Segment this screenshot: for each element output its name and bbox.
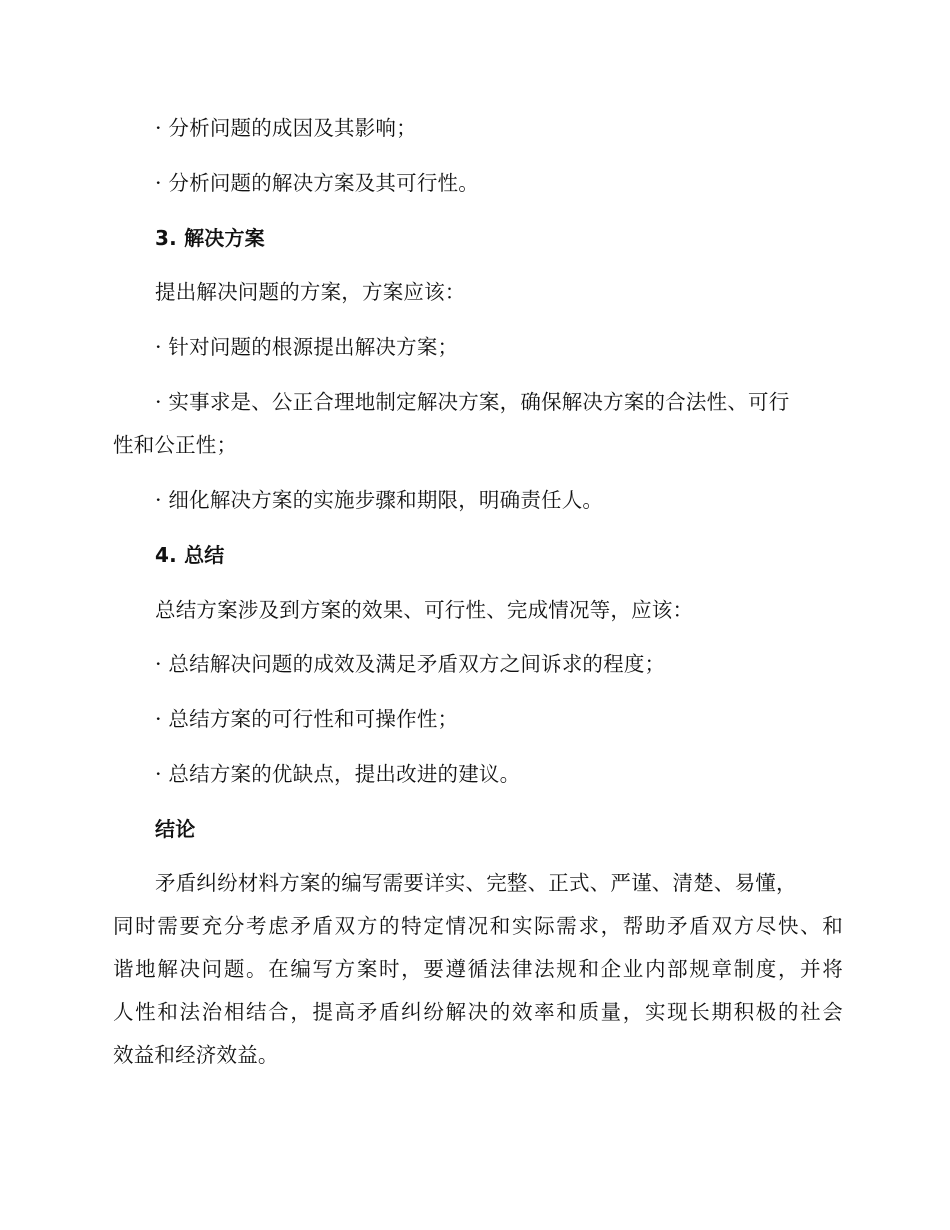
bullet-fair-solution-line1: · 实事求是、公正合理地制定解决方案，确保解决方案的合法性、可行 — [155, 390, 790, 414]
conclusion-line-1: 矛盾纠纷材料方案的编写需要详实、完整、正式、严谨、清楚、易懂， — [155, 871, 797, 895]
bullet-fair-solution-line2: 性和公正性； — [113, 433, 238, 457]
conclusion-line-5: 效益和经济效益。 — [113, 1043, 279, 1067]
bullet-root-cause: · 针对问题的根源提出解决方案； — [155, 335, 459, 359]
conclusion-line-2: 同时需要充分考虑矛盾双方的特定情况和实际需求，帮助矛盾双方尽快、和 — [113, 914, 843, 938]
bullet-summary-feasibility: · 总结方案的可行性和可操作性； — [155, 707, 459, 731]
conclusion-line-4: 人性和法治相结合，提高矛盾纠纷解决的效率和质量，实现长期积极的社会 — [113, 1000, 843, 1024]
bullet-summary-effect: · 总结解决问题的成效及满足矛盾双方之间诉求的程度； — [155, 652, 666, 676]
section-heading-conclusion: 结论 — [155, 817, 196, 841]
section-heading-summary: 4. 总结 — [155, 543, 225, 567]
bullet-summary-pros-cons: · 总结方案的优缺点，提出改进的建议。 — [155, 762, 521, 786]
bullet-cause-analysis: · 分析问题的成因及其影响； — [155, 116, 417, 140]
conclusion-line-3: 谐地解决问题。在编写方案时，要遵循法律法规和企业内部规章制度，并将 — [113, 957, 843, 981]
bullet-solution-analysis: · 分析问题的解决方案及其可行性。 — [155, 171, 479, 195]
section-heading-solution: 3. 解决方案 — [155, 226, 265, 250]
bullet-implementation-steps: · 细化解决方案的实施步骤和期限，明确责任人。 — [155, 488, 604, 512]
section-summary-intro: 总结方案涉及到方案的效果、可行性、完成情况等，应该： — [155, 598, 694, 622]
section-solution-intro: 提出解决问题的方案，方案应该： — [155, 280, 466, 304]
